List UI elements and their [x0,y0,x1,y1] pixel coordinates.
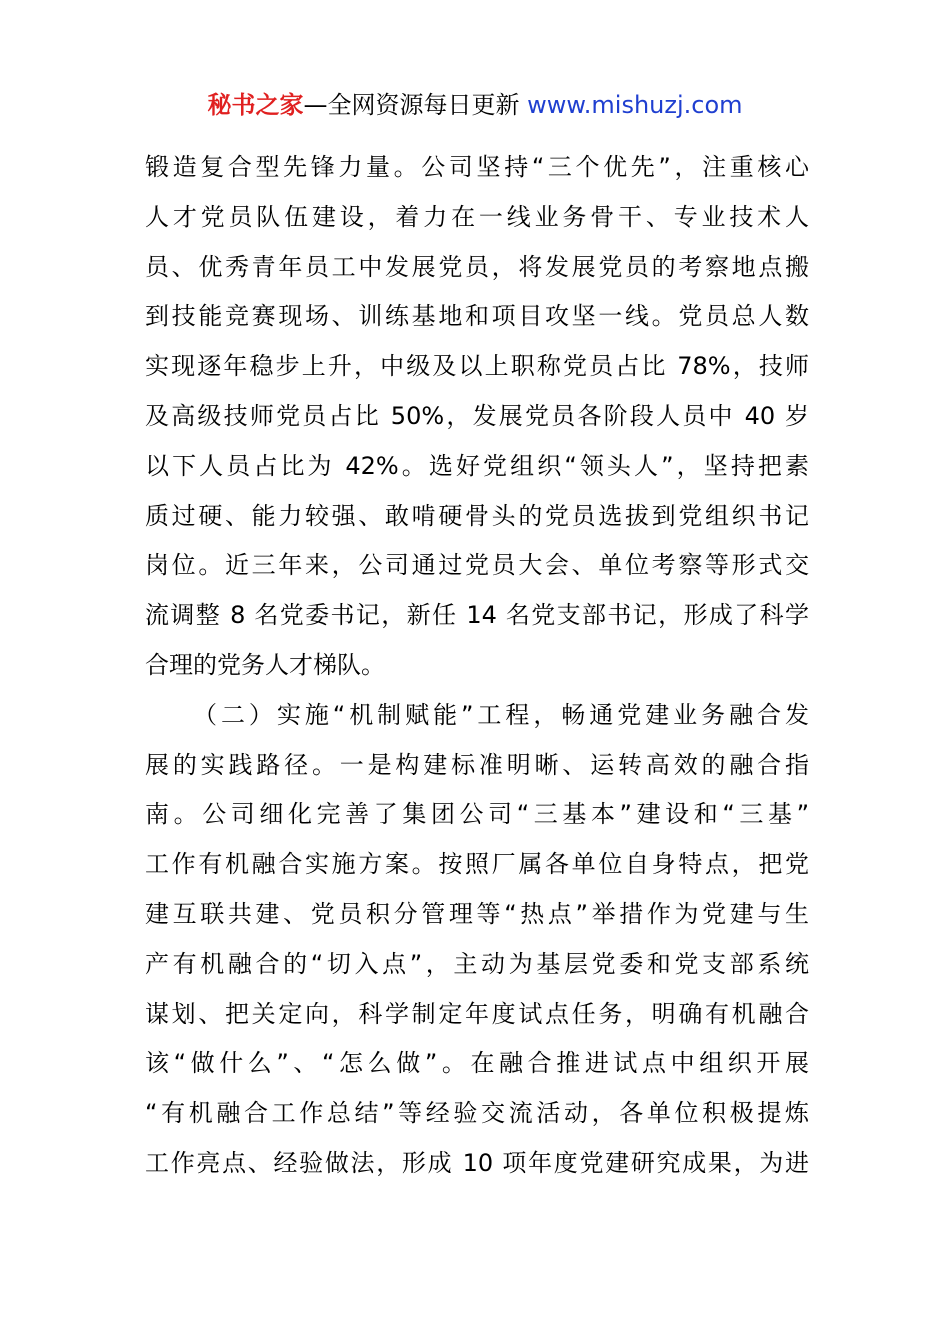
site-tagline: —全网资源每日更新 [303,91,520,119]
text-line: 员、优秀青年员工中发展党员，将发展党员的考察地点搬 [145,252,809,281]
text-line: 产有机融合的“切入点”，主动为基层党委和党支部系统 [145,949,809,978]
text-line: 流调整 8 名党委书记，新任 14 名党支部书记，形成了科学 [145,601,809,630]
text-line: 到技能竞赛现场、训练基地和项目攻坚一线。党员总人数 [145,302,809,331]
site-brand: 秘书之家 [207,91,304,119]
text-line: 人才党员队伍建设，着力在一线业务骨干、专业技术人 [145,202,809,231]
text-line: “有机融合工作总结”等经验交流活动，各单位积极提炼 [145,1099,809,1128]
text-line: 质过硬、能力较强、敢啃硬骨头的党员选拔到党组织书记 [145,501,809,530]
site-header [0,88,950,122]
text-line: 实现逐年稳步上升，中级及以上职称党员占比 78%，技师 [145,352,809,381]
text-line: 及高级技师党员占比 50%，发展党员各阶段人员中 40 岁 [145,401,809,430]
text-line: 工作有机融合实施方案。按照厂属各单位自身特点，把党 [145,850,809,879]
text-line: 谋划、把关定向，科学制定年度试点任务，明确有机融合 [145,999,809,1028]
text-line: 以下人员占比为 42%。选好党组织“领头人”，坚持把素 [145,451,809,480]
article-body [145,143,809,1189]
section-heading-line: （二）实施“机制赋能”工程，畅通党建业务融合发 [193,700,809,729]
text-line: 展的实践路径。一是构建标准明晰、运转高效的融合指 [145,750,809,779]
text-line: 南。公司细化完善了集团公司“三基本”建设和“三基” [145,800,809,829]
text-line: 工作亮点、经验做法，形成 10 项年度党建研究成果，为进 [145,1148,809,1177]
text-line: 该“做什么”、“怎么做”。在融合推进试点中组织开展 [145,1049,809,1078]
text-line: 锻造复合型先锋力量。公司坚持“三个优先”，注重核心 [145,153,809,181]
text-line: 岗位。近三年来，公司通过党员大会、单位考察等形式交 [145,551,809,580]
paragraph-end-line: 合理的党务人才梯队。 [145,650,385,679]
text-line: 建互联共建、党员积分管理等“热点”举措作为党建与生 [145,899,809,928]
site-url-link[interactable]: www.mishuzj.com [527,91,743,119]
